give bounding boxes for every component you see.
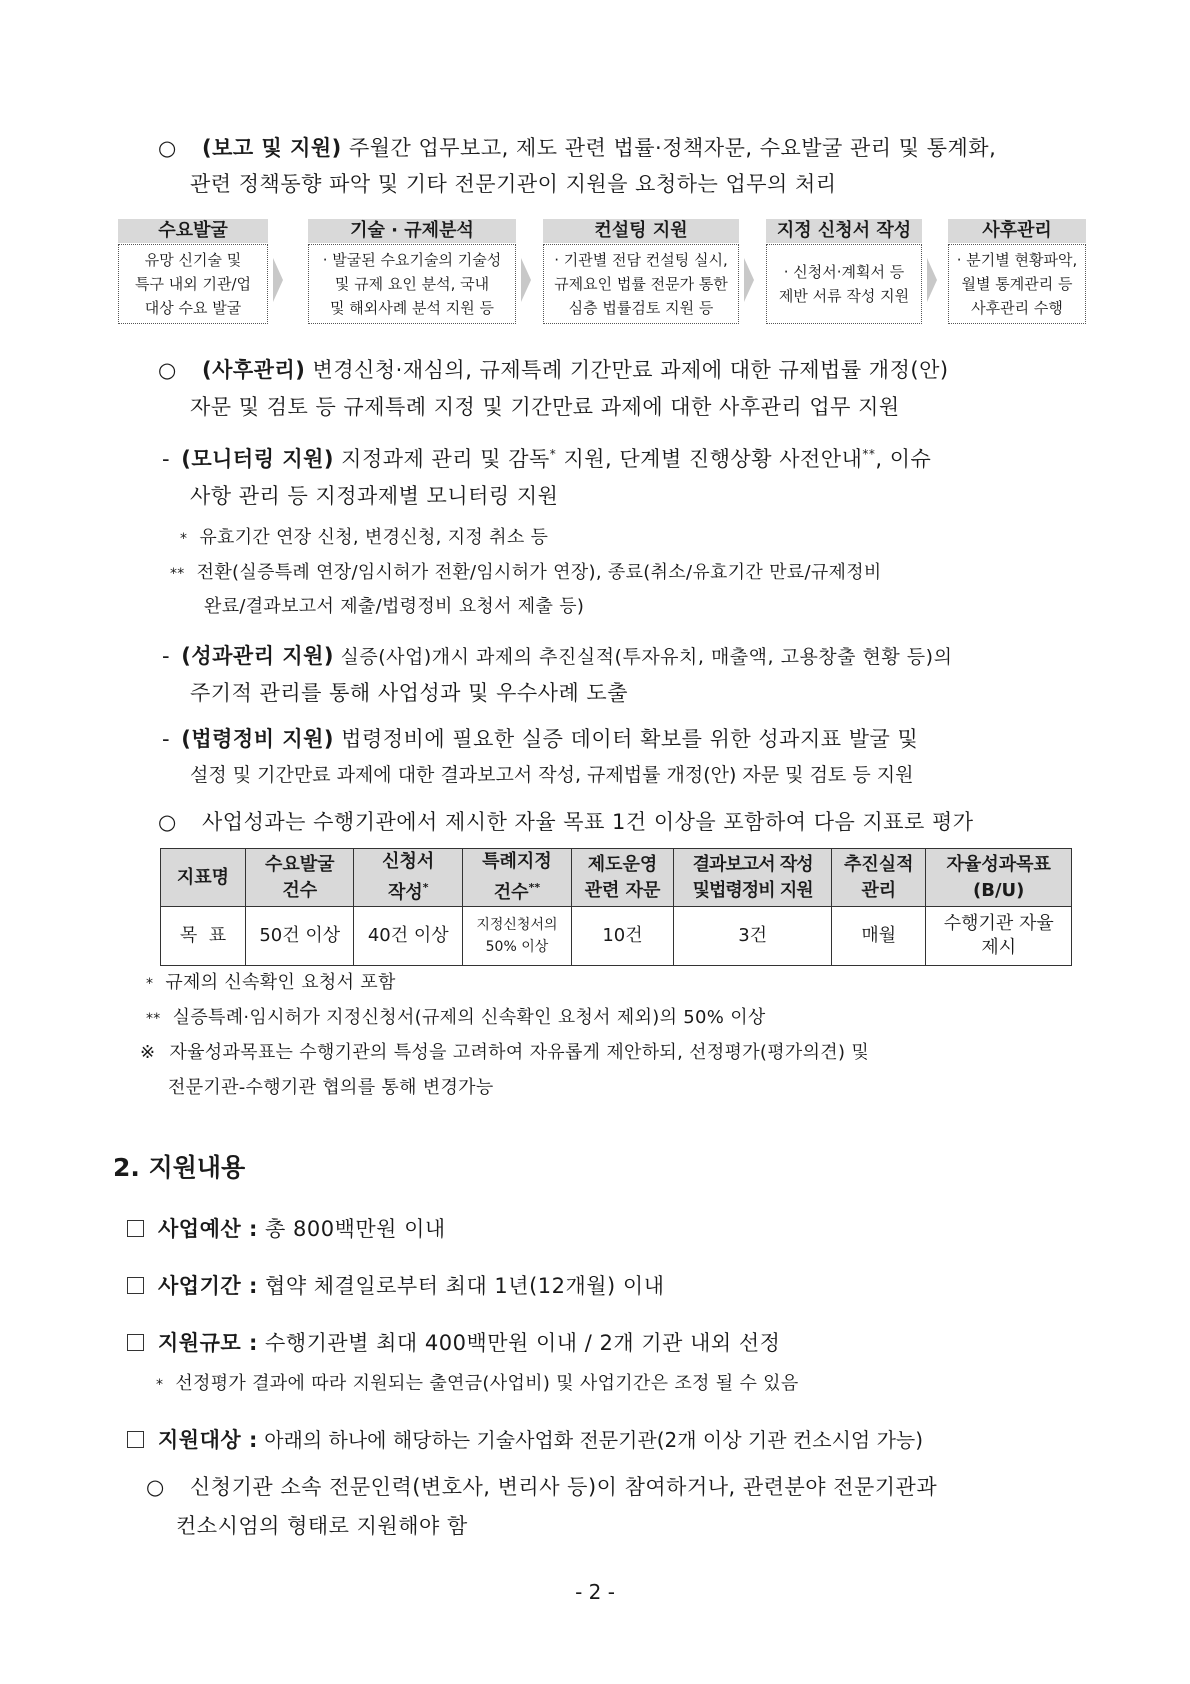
- flow-arrow: [273, 258, 283, 302]
- kpi-cell: [674, 907, 832, 966]
- target-item: [127, 1424, 923, 1454]
- flow-box-application: [766, 244, 922, 324]
- kpi-header-text: 및법령정비 지원: [692, 879, 813, 901]
- kpi-header: [832, 849, 926, 907]
- note-mark: **: [170, 566, 185, 582]
- flow-line: 규제요인 법률 전문가 통한: [554, 275, 728, 293]
- flow-line: · 분기별 현황파악,: [956, 251, 1078, 269]
- target-sub-text-1: 신청기관 소속 전문인력(변호사, 변리사 등)이 참여하거나, 관련분야 전문기관과: [190, 1475, 938, 1499]
- flow-header-tech: 기술 · 규제분석: [308, 219, 516, 243]
- flow-arrow: [521, 258, 531, 302]
- flow-line: · 신청서·계획서 등: [783, 263, 905, 281]
- flow-line: 특구 내외 기관/업: [134, 275, 252, 293]
- kpi-header-text: 결과보고서 작성: [692, 853, 813, 875]
- kpi-header-text: (B/U): [973, 879, 1025, 901]
- performance-text-1: 실증(사업)개시 과제의 추진실적(투자유치, 매출액, 고용창출 현황 등)의: [334, 646, 953, 668]
- note-mark: *: [180, 531, 188, 547]
- flow-box-tech: [308, 244, 516, 324]
- flow-line: 대상 수요 발굴: [144, 299, 242, 317]
- monitoring-note-2b: 완료/결과보고서 제출/법령정비 요청서 제출 등): [204, 596, 585, 617]
- flow-line: 월별 통계관리 등: [961, 275, 1073, 293]
- kpi-header-text: 추진실적: [844, 853, 914, 875]
- kpi-cell-text: 50% 이상: [485, 939, 549, 955]
- aftercare-text-2: 자문 및 검토 등 규제특례 지정 및 기간만료 과제에 대한 사후관리 업무 지원: [190, 395, 900, 419]
- kpi-cell-text: 제시: [981, 937, 1017, 958]
- flow-header-aftercare: 사후관리: [948, 219, 1086, 243]
- scale-label: 지원규모 :: [158, 1331, 258, 1355]
- legal-paragraph: [162, 723, 918, 753]
- flow-line: 심층 법률검토 지원 등: [568, 299, 714, 317]
- budget-text: 총 800백만원 이내: [257, 1217, 446, 1241]
- flow-header-application: 지정 신청서 작성: [766, 219, 922, 243]
- flow-line: 및 해외사례 분석 지원 등: [330, 299, 494, 317]
- kpi-row-label: 목 표: [161, 907, 246, 966]
- flow-arrow: [927, 258, 937, 302]
- scale-item: [127, 1327, 780, 1357]
- flow-line: 제반 서류 작성 지원: [778, 287, 910, 305]
- kpi-cell: [462, 907, 571, 966]
- kpi-cell: [354, 907, 462, 966]
- kpi-header: [354, 849, 462, 907]
- kpi-cell: [832, 907, 926, 966]
- kpi-header-text: 건수: [282, 879, 318, 901]
- performance-text-2: 주기적 관리를 통해 사업성과 및 우수사례 도출: [190, 681, 628, 705]
- note-text: 선정평가 결과에 따라 지원되는 출연금(사업비) 및 사업기간은 조정 될 수 있음: [175, 1373, 799, 1394]
- legal-title: (법령정비 지원): [181, 727, 334, 751]
- kpi-cell-text: 50건 이상: [259, 925, 341, 946]
- section-heading: 2. 지원내용: [113, 1153, 246, 1182]
- scale-note: [156, 1369, 799, 1395]
- kpi-header-text: 특례지정: [482, 851, 552, 872]
- table-note-3b: 전문기관-수행기관 협의를 통해 변경가능: [168, 1077, 494, 1098]
- footnote-mark: **: [862, 447, 876, 461]
- kpi-cell-text: 40건 이상: [367, 925, 449, 946]
- kpi-cell: [926, 907, 1072, 966]
- kpi-header-text: 건수: [493, 882, 529, 903]
- checkbox-icon: [127, 1431, 144, 1448]
- kpi-header-text: 제도운영: [587, 853, 658, 875]
- monitoring-text: 지원, 단계별 진행상황 사전안내: [556, 447, 863, 471]
- budget-label: 사업예산 :: [158, 1217, 258, 1241]
- dash: -: [162, 644, 171, 668]
- flow-box-demand: [118, 244, 268, 324]
- target-sub-text-2: 컨소시엄의 형태로 지원해야 함: [176, 1514, 468, 1538]
- target-sub: [146, 1471, 937, 1501]
- target-text: 아래의 하나에 해당하는 기술사업화 전문기관(2개 이상 기관 컨소시엄 가능): [257, 1428, 924, 1452]
- kpi-header-text: 작성: [387, 882, 423, 903]
- aftercare-title: (사후관리): [202, 358, 306, 382]
- evaluation-paragraph: [158, 806, 974, 836]
- report-paragraph: [158, 132, 996, 162]
- kpi-cell-text: 수행기관 자율: [943, 913, 1054, 934]
- target-label: 지원대상 :: [158, 1428, 258, 1452]
- monitoring-title: (모니터링 지원): [181, 447, 334, 471]
- kpi-target-row: [161, 907, 1072, 966]
- aftercare-text-1: 변경신청·재심의, 규제특례 기간만료 과제에 대한 규제법률 개정(안): [305, 358, 949, 382]
- flow-line: 유망 신기술 및: [144, 251, 242, 269]
- scale-text: 수행기관별 최대 400백만원 이내 / 2개 기관 내외 선정: [257, 1331, 781, 1355]
- kpi-cell-text: 3건: [738, 925, 768, 946]
- kpi-header: [674, 849, 832, 907]
- footnote-mark: **: [528, 881, 541, 894]
- report-text-1: 주월간 업무보고, 제도 관련 법률·정책자문, 수요발굴 관리 및 통계화,: [341, 136, 997, 160]
- report-text-2: 관련 정책동향 파악 및 기타 전문기관이 지원을 요청하는 업무의 처리: [190, 172, 837, 196]
- kpi-header: [462, 849, 571, 907]
- kpi-header-text: 자율성과목표: [946, 853, 1051, 875]
- note-text: 실증특례·임시허가 지정신청서(규제의 신속확인 요청서 제외)의 50% 이상: [172, 1007, 766, 1028]
- monitoring-note-1: [180, 523, 548, 549]
- checkbox-icon: [127, 1220, 144, 1237]
- monitoring-text: , 이슈: [875, 447, 932, 471]
- kpi-header-row: [161, 849, 1072, 907]
- page-number: - 2 -: [575, 1580, 615, 1604]
- note-mark: **: [146, 1011, 161, 1027]
- flow-header-consulting: 컨설팅 지원: [543, 219, 739, 243]
- kpi-cell: [571, 907, 673, 966]
- aftercare-paragraph: [158, 354, 949, 384]
- flow-header-demand: 수요발굴: [118, 219, 268, 243]
- budget-item: [127, 1213, 446, 1243]
- bullet-circle: ○: [158, 810, 177, 834]
- performance-paragraph: [162, 640, 952, 670]
- note-mark: *: [156, 1377, 164, 1393]
- flow-line: 및 규제 요인 분석, 국내: [334, 275, 490, 293]
- table-note-2: [146, 1003, 766, 1029]
- monitoring-text: 지정과제 관리 및 감독: [334, 447, 550, 471]
- kpi-header: [926, 849, 1072, 907]
- bullet-circle: ○: [158, 136, 177, 160]
- flow-box-aftercare: [948, 244, 1086, 324]
- kpi-header-text: 관리: [861, 879, 897, 901]
- kpi-table: [160, 848, 1072, 966]
- kpi-corner: 지표명: [161, 849, 246, 907]
- bullet-circle: ○: [146, 1475, 165, 1499]
- monitoring-note-2: [170, 558, 882, 584]
- bullet-circle: ○: [158, 358, 177, 382]
- flow-arrow: [744, 258, 754, 302]
- checkbox-icon: [127, 1334, 144, 1351]
- note-mark: *: [146, 976, 154, 992]
- period-label: 사업기간 :: [158, 1274, 258, 1298]
- kpi-cell: [246, 907, 354, 966]
- footnote-mark: *: [549, 447, 557, 461]
- table-note-1: [146, 968, 396, 994]
- kpi-header: [571, 849, 673, 907]
- kpi-cell-text: 매월: [861, 925, 897, 946]
- kpi-cell-text: 지정신청서의: [476, 917, 558, 933]
- flow-line: · 발굴된 수요기술의 기술성: [322, 251, 502, 269]
- table-note-3: [140, 1038, 869, 1064]
- monitoring-text-2: 사항 관리 등 지정과제별 모니터링 지원: [190, 484, 559, 508]
- dash: -: [162, 447, 171, 471]
- report-title: (보고 및 지원): [202, 136, 342, 160]
- kpi-header: [246, 849, 354, 907]
- kpi-header-text: 관련 자문: [584, 879, 661, 901]
- flow-line: · 기관별 전담 컨설팅 실시,: [554, 251, 728, 269]
- note-text: 유효기간 연장 신청, 변경신청, 지정 취소 등: [199, 527, 549, 548]
- period-text: 협약 체결일로부터 최대 1년(12개월) 이내: [257, 1274, 665, 1298]
- kpi-cell-text: 10건: [602, 925, 643, 946]
- evaluation-text: 사업성과는 수행기관에서 제시한 자율 목표 1건 이상을 포함하여 다음 지표로 평가: [202, 810, 974, 834]
- flow-box-consulting: [543, 244, 739, 324]
- legal-text-2: 설정 및 기간만료 과제에 대한 결과보고서 작성, 규제법률 개정(안) 자문 및 검토 등 지원: [190, 764, 914, 786]
- performance-title: (성과관리 지원): [181, 644, 334, 668]
- checkbox-icon: [127, 1277, 144, 1294]
- note-text: 규제의 신속확인 요청서 포함: [165, 972, 396, 993]
- note-mark: ※: [140, 1042, 156, 1063]
- kpi-header-text: 신청서: [382, 851, 435, 872]
- legal-text-1: 법령정비에 필요한 실증 데이터 확보를 위한 성과지표 발굴 및: [334, 727, 919, 751]
- footnote-mark: *: [422, 881, 429, 894]
- kpi-header-text: 수요발굴: [264, 853, 335, 875]
- period-item: [127, 1270, 665, 1300]
- dash: -: [162, 727, 171, 751]
- note-text: 자율성과목표는 수행기관의 특성을 고려하여 자유롭게 제안하되, 선정평가(평가의견) 및: [169, 1042, 870, 1063]
- monitoring-paragraph: [162, 443, 931, 473]
- flow-line: 사후관리 수행: [971, 299, 1063, 317]
- note-text: 전환(실증특례 연장/임시허가 전환/임시허가 연장), 종료(취소/유효기간 만료/규제정비: [196, 562, 882, 583]
